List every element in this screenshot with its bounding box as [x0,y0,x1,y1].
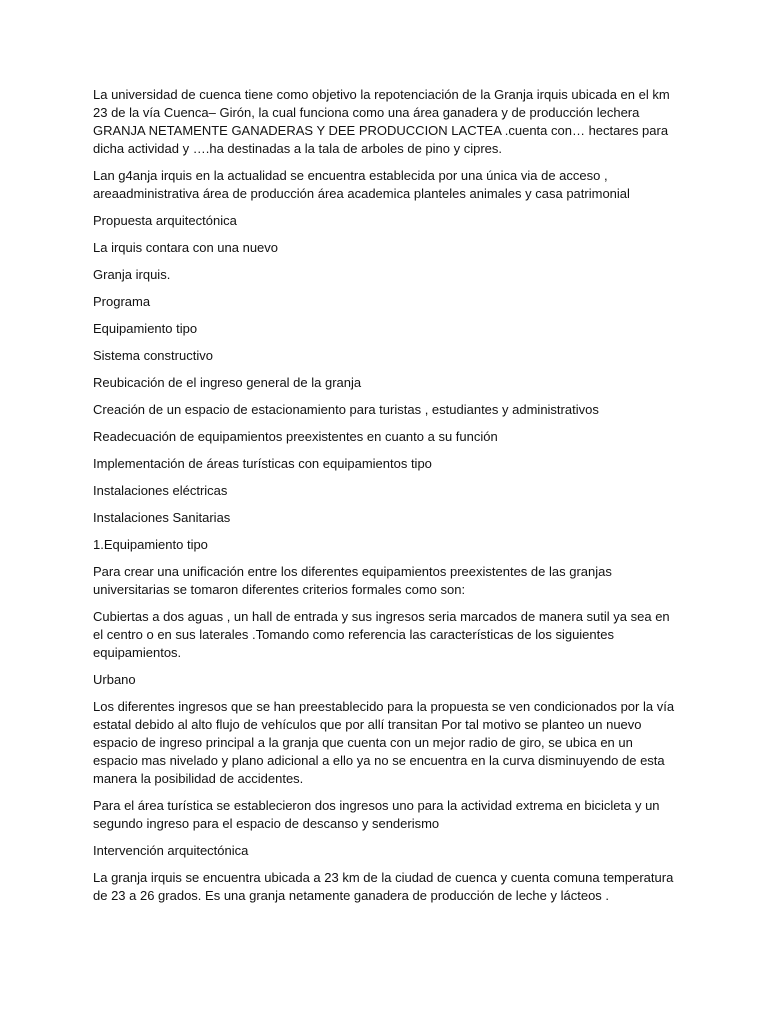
paragraph-line: La irquis contara con una nuevo [93,240,279,255]
heading-intervencion: Intervención arquitectónica [93,843,249,858]
paragraph-line: Reubicación de el ingreso general de la granja [93,375,362,390]
heading-urbano: Urbano [93,672,136,687]
paragraph-line: Equipamiento tipo [93,321,198,336]
paragraph-line: Creación de un espacio de estacionamiento para turistas , estudiantes y administrativos [93,402,599,417]
paragraph-line: Implementación de áreas turísticas con equipamientos tipo [93,456,432,471]
paragraph-unificacion: Para crear una unificación entre los diferentes equipamientos preexistentes de las granjas universitarias se tomaron diferentes criterios formales como son: [93,564,612,597]
paragraph-intro: La universidad de cuenca tiene como objetivo la repotenciación de la Granja irquis ubicada en el km 23 de la vía Cuenca– Girón, la cual funciona como una área ganadera y de producción lechera GRANJA NETAMENTE GANADERAS Y DEE PRODUCCION LACTEA .cuenta con… hectares para dicha actividad y ….ha destinadas a la tala de arboles de pino y cipres. [93,87,670,156]
paragraph-line: Readecuación de equipamientos preexistentes en cuanto a su función [93,429,498,444]
paragraph-ubicacion: La granja irquis se encuentra ubicada a 23 km de la ciudad de cuenca y cuenta comuna temperatura de 23 a 26 grados. Es una granja netamente ganadera de producción de leche y lácteos . [93,870,674,903]
paragraph-area-turistica: Para el área turística se establecieron dos ingresos uno para la actividad extrema en bicicleta y un segundo ingreso para el espacio de descanso y senderismo [93,798,660,831]
heading-programa: Programa [93,294,151,309]
paragraph-line: Instalaciones Sanitarias [93,510,231,525]
paragraph-line: Granja irquis. [93,267,171,282]
paragraph-line: Sistema constructivo [93,348,213,363]
heading-propuesta: Propuesta arquitectónica [93,213,237,228]
paragraph-ingresos: Los diferentes ingresos que se han preestablecido para la propuesta se ven condicionados por la vía estatal debido al alto flujo de vehículos que por allí transitan Por tal motivo se planteo un nuevo espacio de ingreso principal a la granja que cuenta con un mejor radio de giro, se ubica en un espacio mas nivelado y plano adicional a ello ya no se encuentra en la curva disminuyendo de esta manera la posibilidad de accidentes. [93,699,675,786]
paragraph-cubiertas: Cubiertas a dos aguas , un hall de entrada y sus ingresos seria marcados de manera sutil ya sea en el centro o en sus laterales .Tomando como referencia las características de los siguientes equipamientos. [93,609,670,660]
heading-equipamiento-tipo: 1.Equipamiento tipo [93,537,208,552]
document-body [93,86,678,914]
paragraph-line: Instalaciones eléctricas [93,483,228,498]
paragraph-current-state: Lan g4anja irquis en la actualidad se encuentra establecida por una única via de acceso , areaadministrativa área de producción área academica planteles animales y casa patrimonial [93,168,630,201]
